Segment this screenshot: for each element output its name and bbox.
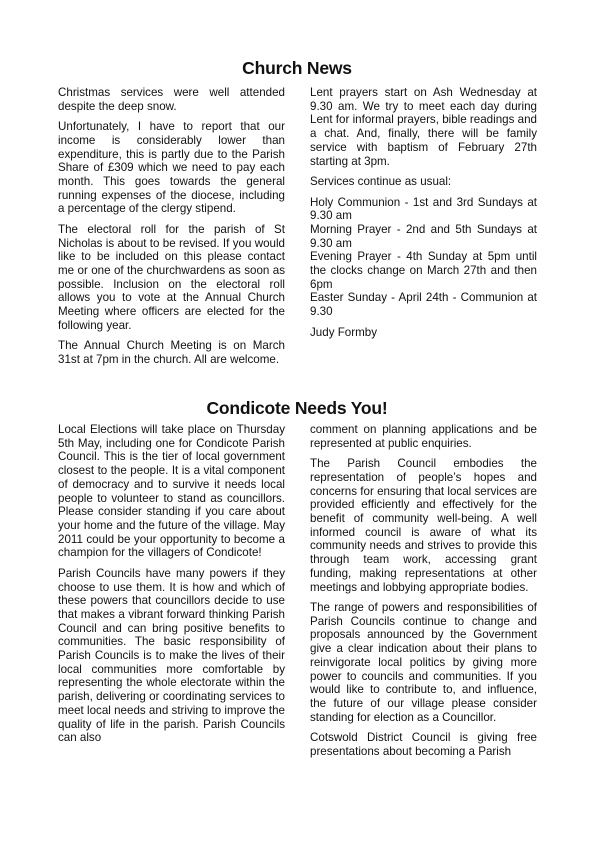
- service-item: Easter Sunday - April 24th - Communion at 9.30: [310, 291, 537, 319]
- signature: Judy Formby: [310, 325, 378, 339]
- paragraph: Christmas services were well attended despite the deep snow.: [58, 86, 285, 113]
- church-news-title: Church News: [242, 58, 352, 78]
- church-news-left-column: [58, 86, 285, 374]
- services-heading: Services continue as usual:: [310, 175, 452, 189]
- paragraph: The Annual Church Meeting is on March 31st at 7pm in the church. All are welcome.: [58, 339, 285, 367]
- paragraph: Lent prayers start on Ash Wednesday at 9.30 am. We try to meet each day during Lent for informal prayers, bible readings and a chat. And, finally, there will be family service with baptism of February 27th starting at 3pm.: [310, 86, 537, 168]
- paragraph: The Parish Council embodies the representation of people’s hopes and concerns for ensuring that local services are provided efficiently and effectively for the benefit of community well-being. A well informed council is aware of what its community needs and strives to provide this through team work, accessing grant funding, making representations at other meetings and lobbying appropriate bodies.: [310, 457, 537, 594]
- paragraph: comment on planning applications and be represented at public enquiries.: [310, 423, 537, 450]
- condicote-right-column: [310, 423, 537, 765]
- paragraph: Unfortunately, I have to report that our income is considerably lower than expenditure, this is partly due to the Parish Share of £309 which we need to pay each month. This goes towards the general running expenses of the diocese, including a percentage of the clergy stipend.: [58, 120, 285, 216]
- paragraph: Cotswold District Council is giving free presentations about becoming a Parish: [310, 731, 537, 758]
- service-item: Evening Prayer - 4th Sunday at 5pm until the clocks change on March 27th and then 6pm: [310, 250, 537, 291]
- paragraph: Local Elections will take place on Thursday 5th May, including one for Condicote Parish Council. This is the tier of local government closest to the people. It is a vital component of democracy and to survive it needs local people to volunteer to stand as councillors. Please consider standing if you care about your home and the future of the village. May 2011 could be your opportunity to become a champion for the villagers of Condicote!: [58, 423, 285, 560]
- paragraph: The range of powers and responsibilities of Parish Councils continue to change and proposals announced by the Government give a clear indication about their plans to reinvigorate local politics by giving more power to councils and communities. If you would like to contribute to, and influence, the future of our village please consider standing for election as a Councillor.: [310, 601, 537, 724]
- condicote-title: Condicote Needs You!: [206, 398, 388, 418]
- paragraph: The electoral roll for the parish of St Nicholas is about to be revised. If you would like to be included on this please contact me or one of the churchwardens as soon as possible. Inclusion on the electoral roll allows you to vote at the Annual Church Meeting where officers are elected for the following year.: [58, 222, 285, 332]
- service-item: Holy Communion - 1st and 3rd Sundays at 9.30 am: [310, 195, 537, 223]
- church-news-right-column: [310, 86, 537, 346]
- service-item: Morning Prayer - 2nd and 5th Sundays at 9.30 am: [310, 222, 537, 250]
- condicote-left-column: [58, 423, 285, 752]
- paragraph: Parish Councils have many powers if they choose to use them. It is how and which of these powers that councillors decide to use that makes a vibrant forward thinking Parish Council and can bring positive benefits to communities. The basic responsibility of Parish Councils is to make the lives of their local communities more comfortable by representing the whole electorate within the parish, delivering or coordinating services to meet local needs and striving to improve the quality of life in the parish. Parish Councils can also: [58, 566, 285, 745]
